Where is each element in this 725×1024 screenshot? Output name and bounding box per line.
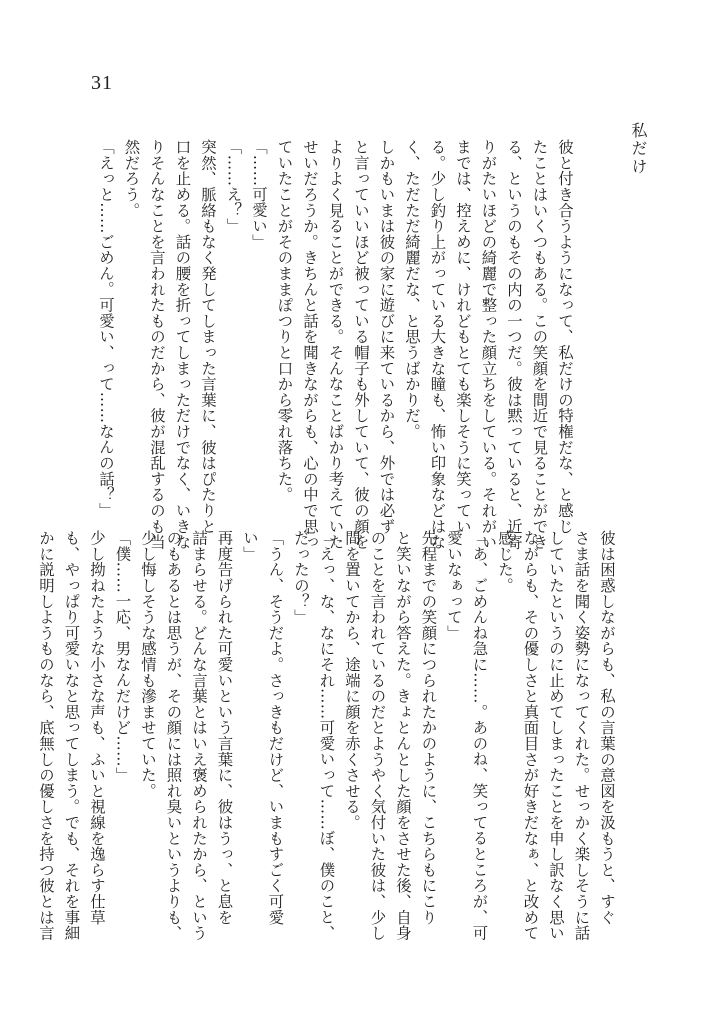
text-line: 彼と付き合うようになって、私だけの特権だな、と感じ xyxy=(556,139,574,534)
text-line: 「えっ、な、なにそれ……可愛いって……ぼ、僕のこと、 xyxy=(317,530,336,941)
text-line: のことを言われているのだとようやく気付いた彼は、少し xyxy=(368,530,387,941)
text-line: 先程までの笑顔につられたかのように、こちらもにこり xyxy=(419,530,438,925)
text-line: よりよく見ることができる。そんなことばかり考えていた xyxy=(326,139,345,550)
upper-text-block xyxy=(93,139,578,550)
text-line: りそんなことを言われたものだから、彼が混乱するのも当 xyxy=(148,139,166,550)
text-line: 口を止める。話の腰を折ってしまっただけでなく、いきな xyxy=(173,139,192,550)
text-line: 然だろう。 xyxy=(122,139,141,218)
text-line: 詰まらせる。どんな言葉とはいえ褒められたから、という xyxy=(190,530,208,941)
text-line: ていたことがそのままぽつりと口から零れ落ちた。 xyxy=(275,139,294,503)
lower-text-block xyxy=(33,530,620,941)
text-line: い」 xyxy=(241,530,259,562)
chapter-title: 私だけ xyxy=(629,122,648,176)
text-line: たことはいくつもある。この笑顔を間近で見ることができ xyxy=(530,139,549,550)
text-line: 「僕……一応、男なんだけど……」 xyxy=(113,530,132,783)
text-line: 「うん、そうだよ。さっきもだけど、いまもすごく可愛 xyxy=(266,530,285,925)
text-line: ながらも、その優しさと真面目さが好きだなぁ、と改めて xyxy=(521,530,540,941)
text-line: せいだろうか。きちんと話を聞きながらも、心の中で思っ xyxy=(301,139,319,550)
text-line: していたというのに止めてしまったことを申し訳なく思い xyxy=(547,530,565,941)
text-line: く、ただただ綺麗だな、と思うばかりだ。 xyxy=(403,139,421,440)
page-number: 31 xyxy=(91,72,113,94)
text-line: 少し悔しそうな感情も滲ませていた。 xyxy=(139,530,157,799)
text-line: る。少し釣り上がっている大きな瞳も、怖い印象などはな xyxy=(428,139,447,550)
text-line: 再度告げられた可愛いという言葉に、彼はうっ、と息を xyxy=(215,530,234,925)
text-line: 「……え？」 xyxy=(224,139,243,234)
text-line: と言っていいほど被っている帽子も外していて、彼の顔を xyxy=(352,139,370,550)
text-line: 「あ、ごめんね急に……。あのね、笑ってるところが、可 xyxy=(470,530,489,941)
text-line: 間を置いてから、途端に顔を赤くさせる。 xyxy=(343,530,361,831)
text-line: と笑いながら答えた。きょとんとした顔をさせた後、自身 xyxy=(394,530,412,941)
text-line: しかもいまは彼の家に遊びに来ているから、外では必ず xyxy=(377,139,396,534)
text-line: りがたいほどの綺麗で整った顔立ちをしている。それがい xyxy=(479,139,498,550)
text-line: までは、控えめに、けれどもとても楽しそうに笑ってい xyxy=(454,139,472,534)
text-line: 「……可愛い」 xyxy=(250,139,268,250)
text-line: 愛いなぁって」 xyxy=(445,530,463,641)
text-line: 突然、脈絡もなく発してしまった言葉に、彼はぴたりと xyxy=(199,139,217,534)
text-line: さま話を聞く姿勢になってくれた。せっかく楽しそうに話 xyxy=(572,530,591,941)
text-line: 感じた。 xyxy=(496,530,514,594)
text-line: だったの？」 xyxy=(292,530,310,625)
text-line: 「えっと……ごめん。可愛い、って……なんの話？」 xyxy=(97,139,115,519)
text-line: も、やっぱり可愛いなと思ってしまう。でも、それを事細 xyxy=(62,530,81,941)
text-line: かに説明しようものなら、底無しの優しさを持つ彼とは言 xyxy=(37,530,55,941)
text-line: のもあるとは思うが、その顔には照れ臭いというよりも、 xyxy=(164,530,183,941)
text-line: 彼は困惑しながらも、私の言葉の意図を汲もうと、すぐ xyxy=(598,530,616,925)
text-line: る、というのもその内の一つだ。彼は黙っていると、近寄 xyxy=(505,139,523,550)
text-line: 少し拗ねたような小さな声も、ふいと視線を逸らす仕草 xyxy=(88,530,106,925)
